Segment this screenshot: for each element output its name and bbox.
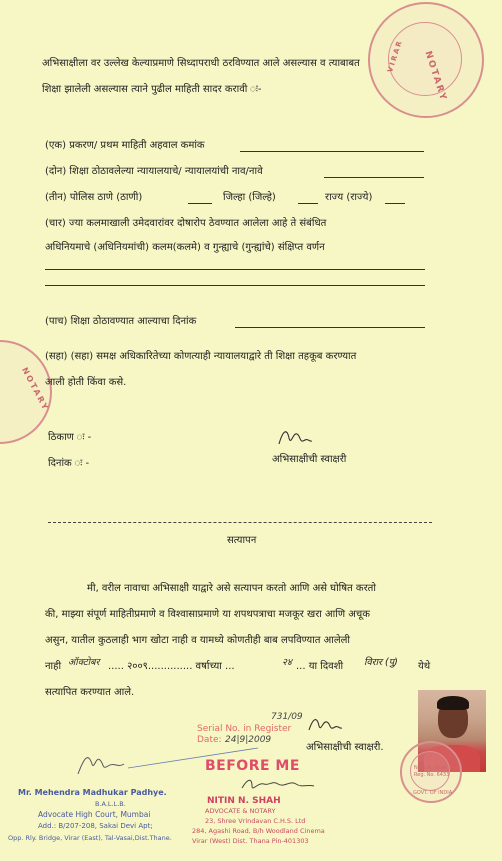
notary-seal-text-3: GOVT. OF INDIA	[413, 790, 453, 796]
verification-line-4-c: ... या दिवशी	[296, 661, 344, 672]
item-char-line-1: (चार) ज्या कलमाखाली उमेदवारांवर दोषारोप ठेवण्यात आलेला आहे ते संबंधित	[45, 218, 327, 229]
serial-date-value: 24|9|2009	[225, 735, 272, 745]
item-saha-line-1: (सहा) (सहा) समक्ष अधिकारितेच्या कोणत्याही न्यायालयाद्वारे ती शिक्षा तहकूब करण्यात	[45, 351, 357, 362]
deponent-signature-label-2: अभिसाक्षीची स्वाक्षरी.	[306, 742, 384, 753]
item-ek-field[interactable]	[240, 151, 424, 152]
notary-stamp-top-right-text: NOTARY	[422, 50, 449, 104]
item-saha-line-2: आली होती किंवा कसे.	[45, 377, 127, 388]
notary-address-1: 23, Shree Vrindavan C.H.S. Ltd	[205, 817, 306, 825]
item-teen-state-label: राज्य (राज्ये)	[325, 192, 373, 203]
notary-seal-text-2: Reg. No. 6433	[414, 772, 450, 778]
verification-line-4-a: नाही	[45, 661, 62, 672]
item-teen-police-field[interactable]	[188, 203, 212, 204]
verification-day: २४	[282, 657, 292, 668]
notary-seal-bottom-right-inner	[410, 751, 450, 791]
deponent-signature-1	[275, 424, 315, 452]
verification-title: सत्यापन	[227, 535, 257, 546]
section-divider	[48, 522, 432, 523]
advocate-address-2: Opp. Rly. Bridge, Virar (East), Tal-Vasai,Dist.Thane.	[8, 834, 172, 842]
item-char-line-2: अधिनियमाचे (अधिनियमांची) कलम(कलमे) व गुन्ह्याचे (गुन्ह्यांचे) संक्षिप्त वर्णन	[45, 242, 325, 253]
serial-date-label: Date:	[197, 735, 222, 745]
serial-register-label: Serial No. in Register	[197, 724, 292, 734]
item-char-field-1[interactable]	[45, 269, 425, 270]
item-teen-district-field[interactable]	[298, 203, 318, 204]
place-label: ठिकाण ः -	[48, 432, 92, 443]
intro-line-1: अभिसाक्षीला वर उल्लेख केल्याप्रमाणे सिध्दापराधी ठरविण्यात आले असल्यास व त्याबाबत	[42, 58, 360, 69]
verification-month: ऑक्टोबर	[68, 657, 100, 668]
notary-title: ADVOCATE & NOTARY	[205, 807, 276, 815]
before-me-heading: BEFORE ME	[205, 758, 300, 774]
verification-line-2: की, माझ्या संपूर्ण माहितीप्रमाणे व विश्वासाप्रमाणे या शपथपत्राचा मजकूर खरा आणि अचूक	[45, 609, 370, 620]
item-teen-police-label: (तीन) पोलिस ठाणे (ठाणी)	[45, 192, 143, 203]
item-teen-district-label: जिल्हा (जिल्हे)	[223, 192, 276, 203]
verification-line-1: मी, वरील नावाचा अभिसाक्षी याद्वारे असे सत्यापन करतो आणि असे घोषित करतो	[87, 583, 376, 594]
advocate-name: Mr. Mehendra Madhukar Padhye.	[18, 788, 167, 797]
verification-line-5: सत्यापित करण्यात आले.	[45, 687, 135, 698]
item-don-label: (दोन) शिक्षा ठोठावलेल्या न्यायालयाचे/ न्यायालयांची नाव/नावे	[45, 166, 263, 177]
notary-address-2: 284, Agashi Road, B/h Woodland Cinema	[192, 827, 325, 835]
serial-register-number: 731/09	[271, 712, 303, 722]
item-ek-label: (एक) प्रकरण/ प्रथम माहिती अहवाल कमांक	[45, 140, 205, 151]
item-don-field[interactable]	[324, 177, 424, 178]
verification-place: विरार (पु)	[364, 657, 398, 668]
notary-stamp-top-right-inner-text: VIRAR	[386, 38, 405, 74]
verification-line-4-b: ..... २००९.............. वर्षाच्या ...	[108, 661, 235, 672]
deponent-signature-label-1: अभिसाक्षीची स्वाक्षरी	[272, 454, 347, 465]
advocate-degree: B.A.L.L.B.	[95, 800, 126, 808]
notary-stamp-left-text: NOTARY	[20, 366, 51, 413]
item-teen-state-field[interactable]	[385, 203, 405, 204]
date-label: दिनांक ः -	[48, 458, 90, 469]
notary-name: NITIN N. SHAH	[207, 796, 281, 806]
item-pach-field[interactable]	[235, 327, 425, 328]
verification-line-3: असुन, यातील कुठलाही भाग खोटा नाही व यामध्ये कोणतीही बाब लपविण्यात आलेली	[45, 635, 351, 646]
intro-line-2: शिक्षा झालेली असल्यास त्याने पुढील माहिती सादर करावी ः-	[42, 84, 262, 95]
item-char-field-2[interactable]	[45, 285, 425, 286]
verification-line-4-d: येथे	[418, 661, 431, 672]
item-pach-label: (पाच) शिक्षा ठोठावण्यात आल्याचा दिनांक	[45, 316, 197, 327]
notary-address-3: Virar (West) Dist. Thana Pin-401303	[192, 837, 309, 845]
deponent-signature-2	[306, 712, 344, 738]
notary-seal-text-1: Nitin N. Shah	[414, 765, 447, 771]
advocate-signature	[72, 746, 262, 780]
advocate-title: Advocate High Court, Mumbai	[38, 810, 151, 819]
advocate-address-1: Add.: B/207-208, Sakai Devi Apt;	[38, 822, 153, 830]
